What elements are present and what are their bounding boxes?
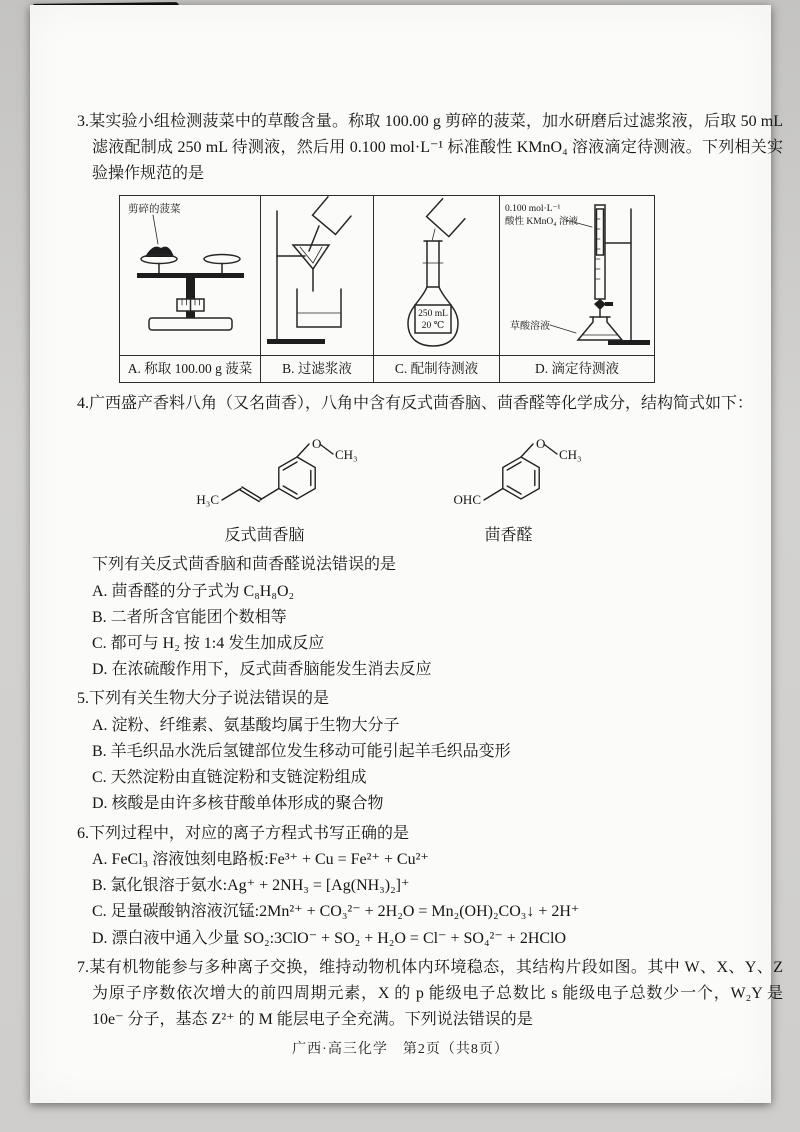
- anisaldehyde-caption: 茴香醛: [484, 527, 533, 545]
- q3-caption-a: A. 称取 100.00 g 菠菜: [120, 355, 261, 382]
- q3-caption-row: [120, 355, 655, 382]
- paper-sheet: [30, 5, 783, 1103]
- exam-content: [77, 109, 783, 1037]
- propenyl-methyl-label: H₃C: [196, 492, 219, 508]
- page-footer: 广西·高三化学 第2页（共8页）: [292, 1042, 509, 1057]
- receiving-beaker: [297, 289, 341, 327]
- glass-rod: [309, 226, 319, 251]
- flask-temp-label: 20 ℃: [421, 321, 444, 332]
- anisaldehyde-structure: [416, 426, 601, 549]
- q3-figure-b-cell: [261, 195, 374, 355]
- q5-option-b: B. 羊毛织品水洗后氢键部位发生移动可能引起羊毛织品变形: [92, 742, 511, 760]
- question-6: [77, 821, 783, 952]
- q4-option-b: B. 二者所含官能团个数相等: [92, 608, 287, 626]
- q6-option-d: D. 漂白液中通入少量 SO₂:3ClO⁻ + SO₂ + H₂O = Cl⁻ + SO₄²⁻ + 2HClO: [92, 929, 567, 947]
- filtration-icon: [263, 199, 371, 351]
- anethole-caption: 反式茴香脑: [224, 527, 305, 545]
- volumetric-flask-icon: [381, 199, 493, 351]
- q6-option-c: C. 足量碳酸钠溶液沉锰:2Mn²⁺ + CO₃²⁻ + 2H₂O = Mn₂(OH)₂CO₃↓ + 2H⁺: [92, 903, 580, 921]
- burette-icon: [502, 199, 652, 351]
- oxalic-acid-label: 草酸溶液: [510, 321, 550, 333]
- q3-figure-table: [119, 195, 655, 383]
- methyl-label: CH₃: [559, 447, 582, 463]
- question-5-text: 5.下列有关生物大分子说法错误的是: [77, 690, 330, 708]
- anisaldehyde-skeletal-icon: [416, 426, 601, 524]
- pouring-beaker: [426, 199, 464, 237]
- q4-option-a: A. 茴香醛的分子式为 C₈H₈O₂: [92, 582, 295, 600]
- methyl-label: CH₃: [335, 447, 358, 463]
- q6-option-a: A. FeCl₃ 溶液蚀刻电路板:Fe³⁺ + Cu = Fe²⁺ + Cu²⁺: [92, 850, 429, 868]
- ether-oxygen-label: O: [536, 436, 546, 452]
- question-3-text: 3.某实验小组检测菠菜中的草酸含量。称取 100.00 g 剪碎的菠菜，加水研磨后过滤浆液，后取 50 mL 滤液配制成 250 mL 待测液，然后用 0.100 mol·L⁻¹ 标准酸性 KMnO₄ 溶液滴定待测液。下列相关实验操作规范的是: [77, 113, 783, 183]
- aldehyde-group-label: OHC: [453, 492, 481, 508]
- question-3: [77, 109, 783, 383]
- q4-structures: [157, 426, 783, 549]
- question-4: [77, 391, 783, 684]
- kmno4-solution: [597, 209, 604, 255]
- q3-figure-c-cell: [374, 195, 500, 355]
- question-7-text: 7.某有机物能参与多种离子交换，维持动物机体内环境稳态，其结构片段如图。其中 W、X、Y、Z 为原子序数依次增大的前四周期元素，X 的 p 能级电子总数比 s 能级电子总数少一个，W₂Y 是 10e⁻ 分子，基态 Z²⁺ 的 M 能层电子全充满。下列说法错误的是: [77, 958, 783, 1029]
- question-7: [77, 955, 783, 1034]
- q5-option-a: A. 淀粉、纤维素、氨基酸均属于生物大分子: [92, 716, 400, 734]
- stopcock: [594, 299, 606, 310]
- q5-option-c: C. 天然淀粉由直链淀粉和支链淀粉组成: [92, 769, 367, 787]
- anethole-structure: [157, 426, 372, 549]
- q4-stem: 下列有关反式茴香脑和茴香醛说法错误的是: [92, 556, 397, 574]
- benzene-ring: [279, 457, 315, 499]
- question-4-text: 4.广西盛产香料八角（又名茴香），八角中含有反式茴香脑、茴香醛等化学成分，结构简式如下：: [77, 394, 754, 412]
- question-6-text: 6.下列过程中，对应的离子方程式书写正确的是: [77, 824, 410, 842]
- q5-option-d: D. 核酸是由许多核苷酸单体形成的聚合物: [92, 795, 384, 813]
- q6-option-b: B. 氯化银溶于氨水:Ag⁺ + 2NH₃ = [Ag(NH₃)₂]⁺: [92, 877, 410, 895]
- question-5: [77, 686, 783, 817]
- conical-flask: [578, 317, 622, 340]
- q4-option-c: C. 都可与 H₂ 按 1:4 发生加成反应: [92, 635, 325, 652]
- q3-caption-b: B. 过滤浆液: [261, 355, 374, 382]
- benzene-ring: [503, 457, 539, 499]
- balance-icon: [123, 199, 257, 351]
- q3-figure-row: [120, 195, 655, 355]
- funnel: [293, 245, 329, 269]
- reagent-label-line2: 酸性 KMnO₄ 溶液: [505, 217, 578, 228]
- q3-caption-c: C. 配制待测液: [374, 355, 500, 382]
- flask-volume-label: 250 mL: [417, 309, 448, 320]
- q4-option-d: D. 在浓硫酸作用下，反式茴香脑能发生消去反应: [92, 661, 432, 679]
- q3-caption-d: D. 滴定待测液: [500, 355, 655, 382]
- fig-a-annotation: 剪碎的菠菜: [128, 204, 181, 216]
- ether-oxygen-label: O: [312, 436, 322, 452]
- anethole-skeletal-icon: [157, 426, 372, 524]
- q3-figure-d-cell: [500, 195, 655, 355]
- reagent-label-line1: 0.100 mol·L⁻¹: [505, 204, 561, 215]
- q3-figure-a-cell: [120, 195, 261, 355]
